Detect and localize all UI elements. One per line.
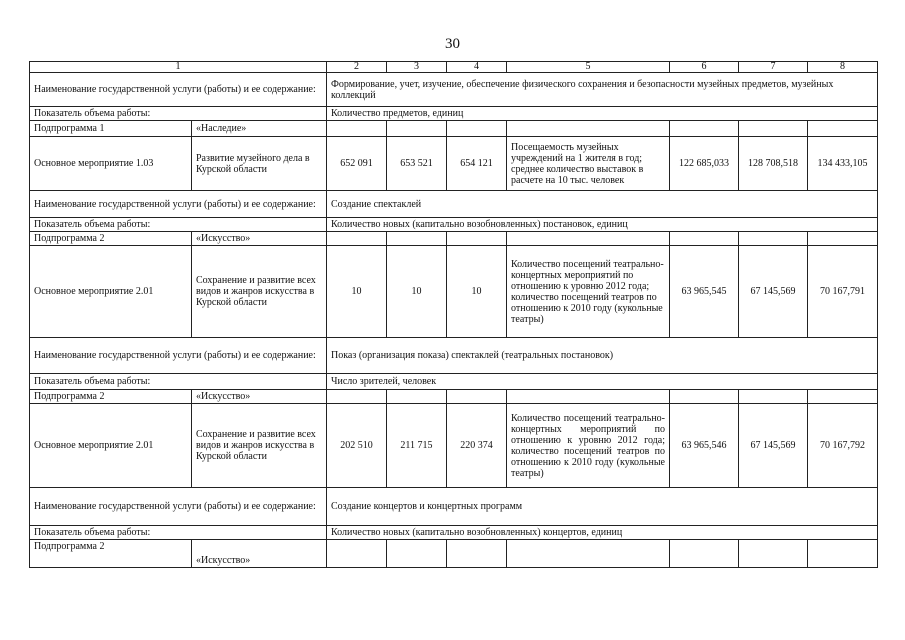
value-col-2: 652 091: [327, 137, 387, 191]
service-value: Создание спектаклей: [327, 191, 878, 218]
indicator-description: Количество посещений театрально-концертных мероприятий по отношению к уровню 2012 года; количество посещений театров по отношению к 2010 году (кукольные театры): [507, 404, 670, 488]
indicator-label: Показатель объема работы:: [30, 374, 327, 390]
header-cell-1: 1: [30, 62, 327, 73]
subprogram-name: «Искусство»: [192, 232, 327, 246]
service-label: Наименование государственной услуги (работы) и ее содержание:: [30, 488, 327, 526]
value-col-7: 67 145,569: [739, 246, 808, 338]
service-row: [30, 191, 878, 218]
service-row: [30, 488, 878, 526]
service-value: Создание концертов и концертных программ: [327, 488, 878, 526]
value-col-7: 67 145,569: [739, 404, 808, 488]
header-cell-7: 7: [739, 62, 808, 73]
value-col-6: 122 685,033: [670, 137, 739, 191]
indicator-label: Показатель объема работы:: [30, 107, 327, 121]
subprogram-label: Подпрограмма 2: [30, 540, 192, 568]
subprogram-row: [30, 390, 878, 404]
event-label: Основное мероприятие 2.01: [30, 404, 192, 488]
indicator-row: [30, 107, 878, 121]
subprogram-row: [30, 232, 878, 246]
indicator-row: [30, 526, 878, 540]
value-col-2: 10: [327, 246, 387, 338]
event-label: Основное мероприятие 2.01: [30, 246, 192, 338]
value-col-2: 202 510: [327, 404, 387, 488]
header-cell-5: 5: [507, 62, 670, 73]
indicator-description: Количество посещений театрально-концертных мероприятий по отношению к уровню 2012 года; количество посещений театров по отношению к 2010 году (кукольные театры): [507, 246, 670, 338]
value-col-8: 134 433,105: [808, 137, 878, 191]
value-col-4: 220 374: [447, 404, 507, 488]
indicator-value: Количество предметов, единиц: [327, 107, 878, 121]
value-col-3: 10: [387, 246, 447, 338]
service-row: [30, 338, 878, 374]
subprogram-name: «Искусство»: [192, 540, 327, 568]
subprogram-label: Подпрограмма 1: [30, 121, 192, 137]
header-cell-3: 3: [387, 62, 447, 73]
subprogram-row: [30, 540, 878, 568]
event-description: Сохранение и развитие всех видов и жанров искусства в Курской области: [192, 246, 327, 338]
subprogram-name: «Наследие»: [192, 121, 327, 137]
event-description: Сохранение и развитие всех видов и жанров искусства в Курской области: [192, 404, 327, 488]
service-label: Наименование государственной услуги (работы) и ее содержание:: [30, 338, 327, 374]
value-col-8: 70 167,792: [808, 404, 878, 488]
indicator-description: Посещаемость музейных учреждений на 1 жителя в год; среднее количество выставок в расчете на 10 тыс. человек: [507, 137, 670, 191]
event-description: Развитие музейного дела в Курской области: [192, 137, 327, 191]
event-row: [30, 404, 878, 488]
service-value: Формирование, учет, изучение, обеспечение физического сохранения и безопасности музейных предметов, музейных коллекций: [327, 73, 878, 107]
value-col-4: 654 121: [447, 137, 507, 191]
value-col-7: 128 708,518: [739, 137, 808, 191]
page-number: 30: [445, 36, 460, 52]
subprogram-label: Подпрограмма 2: [30, 390, 192, 404]
indicator-value: Количество новых (капитально возобновленных) постановок, единиц: [327, 218, 878, 232]
indicator-label: Показатель объема работы:: [30, 218, 327, 232]
value-col-4: 10: [447, 246, 507, 338]
service-value: Показ (организация показа) спектаклей (театральных постановок): [327, 338, 878, 374]
header-cell-6: 6: [670, 62, 739, 73]
subprogram-row: [30, 121, 878, 137]
value-col-3: 653 521: [387, 137, 447, 191]
state-services-table: [29, 61, 878, 568]
header-cell-2: 2: [327, 62, 387, 73]
value-col-6: 63 965,545: [670, 246, 739, 338]
indicator-row: [30, 218, 878, 232]
indicator-value: Число зрителей, человек: [327, 374, 878, 390]
subprogram-name: «Искусство»: [192, 390, 327, 404]
subprogram-label: Подпрограмма 2: [30, 232, 192, 246]
event-label: Основное мероприятие 1.03: [30, 137, 192, 191]
event-row: [30, 246, 878, 338]
event-row: [30, 137, 878, 191]
service-label: Наименование государственной услуги (работы) и ее содержание:: [30, 191, 327, 218]
indicator-value: Количество новых (капитально возобновленных) концертов, единиц: [327, 526, 878, 540]
value-col-8: 70 167,791: [808, 246, 878, 338]
service-row: [30, 73, 878, 107]
service-label: Наименование государственной услуги (работы) и ее содержание:: [30, 73, 327, 107]
indicator-row: [30, 374, 878, 390]
indicator-label: Показатель объема работы:: [30, 526, 327, 540]
header-cell-4: 4: [447, 62, 507, 73]
header-cell-8: 8: [808, 62, 878, 73]
header-row: [30, 62, 878, 73]
value-col-6: 63 965,546: [670, 404, 739, 488]
value-col-3: 211 715: [387, 404, 447, 488]
